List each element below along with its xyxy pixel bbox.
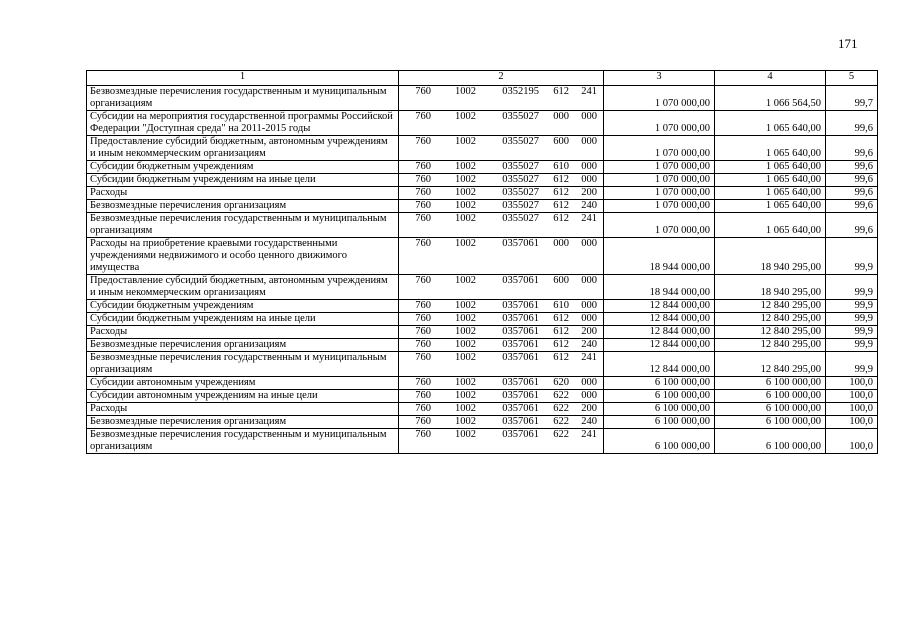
code-type: 622	[553, 416, 569, 427]
header-col-2: 2	[399, 71, 604, 86]
execution-percent: 100,0	[826, 377, 878, 390]
code-target: 0355027	[502, 200, 539, 211]
row-name: Субсидии автономным учреждениям на иные цели	[87, 390, 399, 403]
executed-amount: 12 840 295,00	[715, 339, 826, 352]
execution-percent: 99,9	[826, 339, 878, 352]
executed-amount: 12 840 295,00	[715, 313, 826, 326]
execution-percent: 99,6	[826, 174, 878, 187]
table-row	[87, 275, 878, 300]
planned-amount: 1 070 000,00	[604, 111, 715, 136]
execution-percent: 100,0	[826, 403, 878, 416]
code-kosgu: 240	[581, 339, 597, 350]
row-name: Безвозмездные перечисления государственным и муниципальным организациям	[87, 352, 399, 377]
code-kosgu: 000	[581, 238, 597, 249]
code-admin: 760	[415, 352, 431, 363]
code-kosgu: 000	[581, 377, 597, 388]
code-section: 1002	[455, 86, 476, 97]
code-type: 612	[553, 352, 569, 363]
table-row	[87, 136, 878, 161]
code-kosgu: 000	[581, 161, 597, 172]
code-admin: 760	[415, 111, 431, 122]
code-target: 0357061	[502, 352, 539, 363]
code-admin: 760	[415, 275, 431, 286]
row-code	[399, 111, 604, 136]
execution-percent: 99,6	[826, 200, 878, 213]
row-code	[399, 238, 604, 275]
table-row	[87, 313, 878, 326]
code-section: 1002	[455, 416, 476, 427]
execution-percent: 99,9	[826, 275, 878, 300]
code-type: 600	[553, 136, 569, 147]
execution-percent: 100,0	[826, 416, 878, 429]
execution-percent: 99,9	[826, 313, 878, 326]
planned-amount: 12 844 000,00	[604, 300, 715, 313]
code-target: 0357061	[502, 377, 539, 388]
row-name: Безвозмездные перечисления организациям	[87, 200, 399, 213]
planned-amount: 1 070 000,00	[604, 174, 715, 187]
code-admin: 760	[415, 136, 431, 147]
code-kosgu: 000	[581, 174, 597, 185]
row-code	[399, 390, 604, 403]
code-target: 0355027	[502, 213, 539, 224]
row-name: Субсидии на мероприятия государственной программы Российской Федерации "Доступная среда" на 2011-2015 годы	[87, 111, 399, 136]
planned-amount: 6 100 000,00	[604, 429, 715, 454]
table-row	[87, 238, 878, 275]
code-admin: 760	[415, 213, 431, 224]
budget-table	[86, 70, 878, 454]
execution-percent: 99,9	[826, 326, 878, 339]
code-kosgu: 240	[581, 200, 597, 211]
planned-amount: 1 070 000,00	[604, 86, 715, 111]
table-row	[87, 213, 878, 238]
code-kosgu: 000	[581, 313, 597, 324]
code-kosgu: 200	[581, 326, 597, 337]
code-target: 0357061	[502, 238, 539, 249]
code-admin: 760	[415, 174, 431, 185]
table-row	[87, 111, 878, 136]
code-target: 0355027	[502, 187, 539, 198]
planned-amount: 1 070 000,00	[604, 136, 715, 161]
row-name: Безвозмездные перечисления государственным и муниципальным организациям	[87, 429, 399, 454]
execution-percent: 99,9	[826, 238, 878, 275]
execution-percent: 99,6	[826, 136, 878, 161]
code-admin: 760	[415, 416, 431, 427]
code-admin: 760	[415, 200, 431, 211]
code-target: 0352195	[502, 86, 539, 97]
code-section: 1002	[455, 390, 476, 401]
code-target: 0357061	[502, 339, 539, 350]
code-kosgu: 000	[581, 390, 597, 401]
row-name: Безвозмездные перечисления организациям	[87, 416, 399, 429]
row-name: Безвозмездные перечисления организациям	[87, 339, 399, 352]
code-section: 1002	[455, 187, 476, 198]
row-code	[399, 187, 604, 200]
row-name: Субсидии бюджетным учреждениям	[87, 161, 399, 174]
code-type: 610	[553, 300, 569, 311]
planned-amount: 1 070 000,00	[604, 161, 715, 174]
code-target: 0357061	[502, 403, 539, 414]
executed-amount: 12 840 295,00	[715, 300, 826, 313]
planned-amount: 12 844 000,00	[604, 326, 715, 339]
code-target: 0355027	[502, 111, 539, 122]
planned-amount: 6 100 000,00	[604, 390, 715, 403]
code-admin: 760	[415, 377, 431, 388]
code-admin: 760	[415, 390, 431, 401]
table-row	[87, 377, 878, 390]
table-row	[87, 339, 878, 352]
row-name: Субсидии бюджетным учреждениям	[87, 300, 399, 313]
table-header-row	[87, 71, 878, 86]
row-name: Предоставление субсидий бюджетным, автономным учреждениям и иным некоммерческим организациям	[87, 275, 399, 300]
row-code	[399, 200, 604, 213]
code-kosgu: 000	[581, 300, 597, 311]
code-type: 612	[553, 339, 569, 350]
row-code	[399, 275, 604, 300]
executed-amount: 18 940 295,00	[715, 238, 826, 275]
executed-amount: 1 065 640,00	[715, 187, 826, 200]
executed-amount: 1 065 640,00	[715, 174, 826, 187]
code-target: 0355027	[502, 174, 539, 185]
planned-amount: 1 070 000,00	[604, 200, 715, 213]
header-col-4: 4	[715, 71, 826, 86]
table-row	[87, 403, 878, 416]
code-type: 612	[553, 313, 569, 324]
code-type: 000	[553, 238, 569, 249]
code-target: 0355027	[502, 161, 539, 172]
planned-amount: 6 100 000,00	[604, 377, 715, 390]
row-name: Безвозмездные перечисления государственным и муниципальным организациям	[87, 86, 399, 111]
executed-amount: 12 840 295,00	[715, 352, 826, 377]
row-name: Расходы	[87, 187, 399, 200]
executed-amount: 1 065 640,00	[715, 200, 826, 213]
executed-amount: 1 065 640,00	[715, 213, 826, 238]
table-row	[87, 187, 878, 200]
code-section: 1002	[455, 200, 476, 211]
code-target: 0357061	[502, 429, 539, 440]
code-admin: 760	[415, 339, 431, 350]
code-admin: 760	[415, 86, 431, 97]
execution-percent: 99,9	[826, 352, 878, 377]
executed-amount: 18 940 295,00	[715, 275, 826, 300]
planned-amount: 12 844 000,00	[604, 352, 715, 377]
planned-amount: 12 844 000,00	[604, 313, 715, 326]
code-target: 0357061	[502, 313, 539, 324]
code-admin: 760	[415, 238, 431, 249]
code-kosgu: 000	[581, 275, 597, 286]
code-kosgu: 241	[581, 86, 597, 97]
execution-percent: 99,6	[826, 111, 878, 136]
code-section: 1002	[455, 339, 476, 350]
row-code	[399, 429, 604, 454]
code-section: 1002	[455, 174, 476, 185]
table-row	[87, 174, 878, 187]
row-code	[399, 136, 604, 161]
row-name: Расходы	[87, 326, 399, 339]
executed-amount: 1 065 640,00	[715, 111, 826, 136]
executed-amount: 12 840 295,00	[715, 326, 826, 339]
code-kosgu: 240	[581, 416, 597, 427]
code-target: 0355027	[502, 136, 539, 147]
code-section: 1002	[455, 403, 476, 414]
code-admin: 760	[415, 326, 431, 337]
row-code	[399, 326, 604, 339]
row-code	[399, 313, 604, 326]
row-code	[399, 86, 604, 111]
executed-amount: 6 100 000,00	[715, 416, 826, 429]
table-row	[87, 300, 878, 313]
code-target: 0357061	[502, 275, 539, 286]
planned-amount: 1 070 000,00	[604, 187, 715, 200]
code-section: 1002	[455, 352, 476, 363]
code-section: 1002	[455, 213, 476, 224]
code-section: 1002	[455, 238, 476, 249]
code-target: 0357061	[502, 416, 539, 427]
code-section: 1002	[455, 275, 476, 286]
table-row	[87, 390, 878, 403]
table-row	[87, 161, 878, 174]
planned-amount: 18 944 000,00	[604, 275, 715, 300]
table-row	[87, 86, 878, 111]
row-code	[399, 377, 604, 390]
row-code	[399, 339, 604, 352]
executed-amount: 6 100 000,00	[715, 429, 826, 454]
execution-percent: 99,6	[826, 161, 878, 174]
row-name: Субсидии бюджетным учреждениям на иные цели	[87, 313, 399, 326]
executed-amount: 1 065 640,00	[715, 136, 826, 161]
execution-percent: 99,6	[826, 213, 878, 238]
code-type: 612	[553, 174, 569, 185]
table-row	[87, 416, 878, 429]
code-section: 1002	[455, 313, 476, 324]
code-type: 622	[553, 390, 569, 401]
code-kosgu: 241	[581, 352, 597, 363]
code-section: 1002	[455, 377, 476, 388]
planned-amount: 6 100 000,00	[604, 416, 715, 429]
code-type: 600	[553, 275, 569, 286]
execution-percent: 99,9	[826, 300, 878, 313]
row-code	[399, 300, 604, 313]
table-row	[87, 429, 878, 454]
page-number: 171	[838, 36, 858, 51]
code-target: 0357061	[502, 300, 539, 311]
code-admin: 760	[415, 403, 431, 414]
planned-amount: 1 070 000,00	[604, 213, 715, 238]
row-code	[399, 416, 604, 429]
row-name: Безвозмездные перечисления государственным и муниципальным организациям	[87, 213, 399, 238]
header-col-5: 5	[826, 71, 878, 86]
table-row	[87, 200, 878, 213]
code-section: 1002	[455, 161, 476, 172]
code-admin: 760	[415, 313, 431, 324]
row-code	[399, 174, 604, 187]
code-type: 612	[553, 86, 569, 97]
code-type: 612	[553, 326, 569, 337]
row-code	[399, 352, 604, 377]
code-section: 1002	[455, 111, 476, 122]
code-kosgu: 000	[581, 111, 597, 122]
code-kosgu: 241	[581, 213, 597, 224]
row-name: Расходы	[87, 403, 399, 416]
execution-percent: 99,7	[826, 86, 878, 111]
row-code	[399, 213, 604, 238]
execution-percent: 100,0	[826, 390, 878, 403]
code-type: 610	[553, 161, 569, 172]
code-type: 612	[553, 213, 569, 224]
table-row	[87, 352, 878, 377]
code-kosgu: 241	[581, 429, 597, 440]
header-col-1: 1	[87, 71, 399, 86]
code-target: 0357061	[502, 326, 539, 337]
code-section: 1002	[455, 136, 476, 147]
code-kosgu: 200	[581, 187, 597, 198]
executed-amount: 1 066 564,50	[715, 86, 826, 111]
row-code	[399, 403, 604, 416]
executed-amount: 1 065 640,00	[715, 161, 826, 174]
code-type: 620	[553, 377, 569, 388]
code-type: 622	[553, 403, 569, 414]
row-name: Предоставление субсидий бюджетным, автономным учреждениям и иным некоммерческим организациям	[87, 136, 399, 161]
planned-amount: 6 100 000,00	[604, 403, 715, 416]
executed-amount: 6 100 000,00	[715, 403, 826, 416]
planned-amount: 12 844 000,00	[604, 339, 715, 352]
code-admin: 760	[415, 187, 431, 198]
table-row	[87, 326, 878, 339]
code-kosgu: 200	[581, 403, 597, 414]
code-admin: 760	[415, 161, 431, 172]
executed-amount: 6 100 000,00	[715, 390, 826, 403]
executed-amount: 6 100 000,00	[715, 377, 826, 390]
row-code	[399, 161, 604, 174]
row-name: Субсидии автономным учреждениям	[87, 377, 399, 390]
planned-amount: 18 944 000,00	[604, 238, 715, 275]
row-name: Расходы на приобретение краевыми государственными учреждениями недвижимого и особо ценного движимого имущества	[87, 238, 399, 275]
code-kosgu: 000	[581, 136, 597, 147]
code-type: 612	[553, 200, 569, 211]
execution-percent: 100,0	[826, 429, 878, 454]
code-type: 612	[553, 187, 569, 198]
code-section: 1002	[455, 326, 476, 337]
code-type: 622	[553, 429, 569, 440]
code-admin: 760	[415, 300, 431, 311]
row-name: Субсидии бюджетным учреждениям на иные цели	[87, 174, 399, 187]
code-admin: 760	[415, 429, 431, 440]
execution-percent: 99,6	[826, 187, 878, 200]
code-target: 0357061	[502, 390, 539, 401]
code-section: 1002	[455, 300, 476, 311]
header-col-3: 3	[604, 71, 715, 86]
code-type: 000	[553, 111, 569, 122]
code-section: 1002	[455, 429, 476, 440]
